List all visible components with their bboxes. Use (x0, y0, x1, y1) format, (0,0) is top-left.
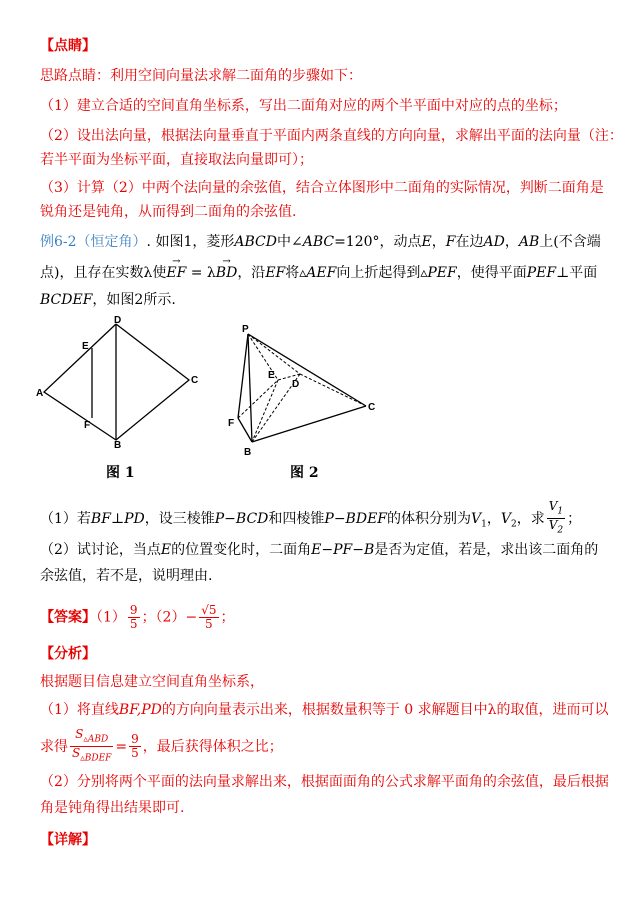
dianjing-step3-a: （3）计算（2）中两个法向量的余弦值，结合立体图形中二面角的实际情况，判断二面角是 (40, 180, 604, 196)
fig2-label-f: F (228, 418, 235, 429)
analysis-p1-a: （1）将直线BF,PD的方向向量表示出来，根据数量积等于 0 求解题目中λ的取值，进而可以 (40, 702, 609, 718)
area-ratio: $\frac{S_{▵ABD}}{S_{▵BDEF}}$ (72, 727, 112, 764)
figure-1-svg (36, 315, 199, 451)
fig2-label-b: B (244, 447, 252, 458)
edge-pb (248, 334, 252, 442)
dianjing-header: 【点睛】 (40, 38, 96, 54)
analysis-p1-b: 求得 $\frac{S_{▵ABD}}{S_{▵BDEF}}$ = $\frac{9}{5}$ ，最后获得体积之比； (40, 727, 283, 764)
edge-dc (300, 374, 366, 406)
edge-bc (252, 406, 366, 442)
dianjing-intro: 思路点睛：利用空间向量法求解二面角的步骤如下： (40, 68, 362, 84)
ratio-v1-v2: $\frac{V_1}{V_2}$ (548, 499, 564, 536)
dianjing-step2-a: （2）设出法向量，根据法向量垂直于平面内两条直线的方向向量，求解出平面的法向量（注： (40, 128, 623, 144)
question-2-b: 余弦值，若不是，说明理由. (40, 568, 213, 584)
fig2-label-p: P (242, 324, 249, 335)
example-label: 例6-2（恒定角） (40, 234, 147, 250)
question-2-a: （2）试讨论，当点E的位置变化时，二面角E−PF−B是否为定值，若是，求出该二面角的 (40, 542, 599, 558)
detail-header: 【详解】 (40, 832, 96, 848)
dianjing-step1: （1）建立合适的空间直角坐标系，写出二面角对应的两个半平面中对应的点的坐标； (40, 98, 567, 114)
answer-frac-2: $\frac{√5}{5}$ (201, 603, 217, 631)
question-1: （1）若BF⊥PD，设三棱锥P−BCD和四棱锥P−BDEF的体积分别为$V_1$，$V_2$，求 $\frac{V_1}{V_2}$ ； (40, 499, 582, 536)
fig2-label-e: E (268, 370, 275, 381)
area-ratio-value: $\frac{9}{5}$ (131, 732, 139, 761)
fig1-label-f: F (84, 420, 91, 431)
answer-label: 【答案】 (40, 609, 96, 626)
figure-2-caption: 图 2 (290, 465, 319, 481)
figure-2-svg (228, 318, 388, 458)
fig1-label-b: B (114, 440, 122, 451)
example-line-2: 点)，且存在实数λ使→ EF = λ→ BD，沿EF将▵AEF向上折起得到▵PEF，使得平面PEF⊥平面 (40, 263, 610, 283)
analysis-p2-a: （2）分别将两个平面的法向量求解出来，根据面面角的公式求解平面角的余弦值，最后根据 (40, 774, 609, 790)
figure-1 (36, 315, 199, 452)
answer-line: 【答案】（1） $\frac{9}{5}$ ；（2）− $\frac{√5}{5}$ ； (40, 603, 235, 631)
figure-1-caption: 图 1 (106, 465, 135, 481)
edge-fe (238, 380, 278, 418)
figure-2 (228, 318, 388, 462)
dianjing-step2-b: 若半平面为坐标平面，直接取法向量即可）； (40, 152, 313, 168)
answer-frac-1: $\frac{9}{5}$ (129, 603, 138, 631)
edge-pd (248, 334, 300, 374)
fig1-label-e: E (82, 341, 89, 352)
example-line-1: 例6-2（恒定角）. 如图1，菱形ABCD中∠ABC=120°，动点E，F在边AD，AB上(不含端 (40, 234, 601, 250)
fig1-label-d: D (114, 315, 122, 326)
fig2-label-c: C (368, 402, 376, 413)
edge-pc (248, 334, 366, 406)
vector-ef: → EF (166, 263, 186, 283)
dianjing-step3-b: 锐角还是钝角，从而得到二面角的余弦值. (40, 204, 297, 220)
edge-fb (238, 418, 252, 442)
fig1-label-c: C (191, 375, 199, 386)
analysis-intro: 根据题目信息建立空间直角坐标系， (40, 674, 264, 690)
edge-pf (238, 334, 248, 418)
analysis-header: 【分析】 (40, 646, 96, 662)
analysis-p2-b: 角是钝角得出结果即可. (40, 800, 185, 816)
vector-bd: → BD (216, 263, 238, 283)
fig2-label-d: D (292, 379, 300, 390)
example-line-3: BCDEF，如图2所示. (40, 292, 176, 308)
fig1-label-a: A (36, 388, 44, 399)
